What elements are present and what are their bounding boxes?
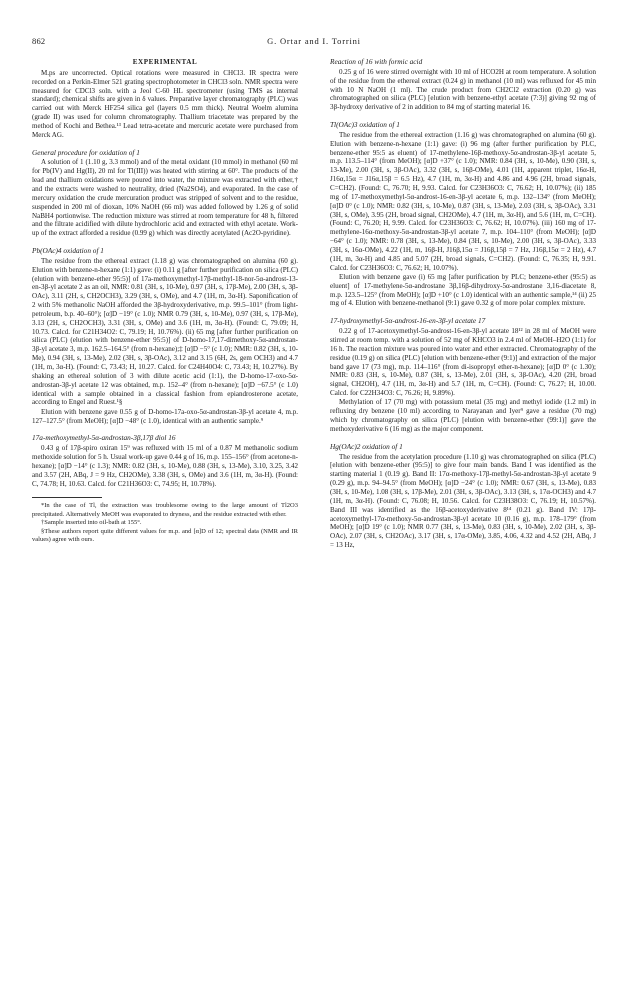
hydroxymethyl-paragraph-2: Methylation of 17 (70 mg) with potassium metal (35 mg) and methyl iodide (1.2 ml) in refluxing dry benzene (10 ml) according to Narayanan and Iyer⁹ gave a residue (70 mg) which by chromatography on silica (PLC) [elution with benzene-ether (99:1)] gave the methoxyderivative 6 (16 mg) as the major component.: [330, 398, 596, 433]
footnote: *In the case of Tl, the extraction was troublesome owing to the large amount of Tl2O3 precipitated. Alternatively MeOH was evaporated to dryness, and the residue extracted with ether.: [32, 502, 298, 518]
pb-oxidation-heading: Pb(OAc)4 oxidation of 1: [32, 246, 104, 256]
formic-acid-heading: Reaction of 16 with formic acid: [330, 57, 423, 66]
page-header: [32, 36, 596, 50]
hg-oxidation-paragraph: The residue from the acetylation procedure (1.10 g) was chromatographed on silica (PLC) [elution with benzene-ether (95:5)] to give four main bands. Band I was identified as the starting material 1 (0.19 g). Band II: 17α-methoxy-17β-methyl-5α-androstan-3β-yl acetate 9 (0.29 g), m.p. 94–94.5° (from MeOH); [α]D −24° (c 1.0); NMR: 0.67 (3H, s, 13-Me), 0.83 (3H, s, 10-Me), 1.08 (3H, s, 17β-Me), 2.01 (3H, s, 3β-OAc), 3.13 (3H, s, 17α-OCH3) and 4.7 (1H, m, 3α-H). (Found: C, 76.08; H, 10.56. Calcd. for C23H38O3: C, 76.19; H, 10.57%). Band III was identified as the 16β-acetoxyderivative 8¹⁴ (0.21 g). Band IV: 17β-acetoxymethyl-17α-methoxy-5α-androstan-3β-yl acetate 10 (0.16 g), m.p. 178–179° (from MeOH); [α]D 19° (c 1.0); NMR 0.77 (3H, s, 13-Me), 0.83 (3H, s, 10-Me), 2.02 (3H, s, 3β-OAc), 2.07 (3H, s, CH2OAc), 3.17 (3H, s, 17α-OMe), 3.85, 4.06, 4.32 and 4.52 (2H, ABq, J = 13 Hz,: [330, 452, 596, 550]
hydroxymethyl-paragraph-1: 0.22 g of 17-acetoxymethyl-5α-androst-16-en-3β-yl acetate 18¹² in 28 ml of MeOH were stirred at room temp. with a solution of 52 mg of KHCO3 in 2.4 ml of MeOH–H2O (1:1) for 16 h. The reaction mixture was poured into water and ether extracted. Chromatography of the residue (0.19 g) on silica (PLC) [elution with benzene-ether (9:1)] and extraction of the major band gave 17 (73 mg), m.p. 114–116° (from di-isopropyl ether-n-hexane); [α]D 0° (c 1.30); NMR: 0.83 (3H, s, 10-Me), 0.87 (3H, s, 13-Me), 2.01 (3H, s, 3β-OAc), 4.20 (2H, broad signal, CH2OH), 4.7 (1H, m, 3α-H) and 5.7 (1H, m, C=CH). (Found: C, 76.27; H, 10.00. Calcd. for C22H34O3: C, 76.26; H, 9.89%).: [330, 327, 596, 398]
diol-heading: 17a-methoxymethyl-5α-androstan-3β,17β diol 16: [32, 433, 176, 443]
formic-acid-paragraph: 0.25 g of 16 were stirred overnight with 10 ml of HCO2H at room temperature. A solution of the residue from the ethereal extract (0.24 g) in methanol (10 ml) was refluxed for 45 min with 10 N NaOH (1 ml). The crude product from CH2Cl2 extraction (0.20 g) was chromatographed on silica (PLC) [elution with benzene-ethyl acetate (7:3)] giving 92 mg of 3β-hydroxy derivative of 2 in addition to 84 mg of starting material 16.: [330, 67, 596, 112]
pb-oxidation-paragraph-1: The residue from the ethereal extract (1.18 g) was chromatographed on alumina (60 g). Elution with benzene-n-hexane (1:1) gave: (i) 0.11 g [after further purification on silica (PLC) (elution with benzene-ether 95:5)] of 17a-methoxymethyl-17β-methyl-18-nor-5α-androst-13-en-3β-yl acetate 2 as an oil, NMR: 0.81 (3H, s, 10-Me), 0.97 (3H, s, 17β-Me), 2.00 (3H, s, 3β-OAc), 3.11 (2H, s, CH2OCH3), 3.29 (3H, s, OMe), and 4.7 (1H, m, 3α-H). Saponification of 2 with 5% methanolic NaOH afforded the 3β-hydroxyderivative, m.p. 99.5–101° (from light-petroleum, b.p. 40–60°); [α]D −19° (c 1.0); NMR 0.79 (3H, s, 10-Me), 0.97 (3H, s, 17β-Me), 3.13 (2H, s, CH2OCH3), 3.31 (3H, s, OMe) and 3.6 (1H, m, 3α-H). (Found: C, 79.09; H, 10.73. Calcd. for C21H34O2: C, 79.19; H, 10.76%). (ii) 65 mg [after further purification on silica (PLC) (elution with benzene-ether 95:5)] of D-homo-17,17-dimethoxy-5α-androstan-3β-yl acetate 3, m.p. 162.5–164.5° (from n-hexane);‡ [α]D −5° (c 1.0); NMR: 0.82 (3H, s, 10-Me), 0.94 (3H, s, 13-Me), 2.02 (3H, s, 3β-OAc), 3.12 and 3.15 (6H, 2s, gem OCH3) and 4.7 (1H, m, 3α-H). (Found: C, 73.43; H, 10.27. Calcd. for C24H40O4: C, 73.43; H, 10.27%). By shaking an ethereal solution of 3 with dilute acetic acid (1:1), the D-homo-17-oxo-5α-androstan-3β-yl acetate 12 was obtained, m.p. 152–4° (from n-hexane); [α]D −67.5° (c 1.0) identical with a sample obtained in a classical fashion from epiandrosterone acetate, according to Engel and Ruest.¹§: [32, 256, 298, 407]
experimental-heading: EXPERIMENTAL: [132, 58, 198, 66]
left-column: [32, 58, 298, 545]
tl-oxidation-heading: Tl(OAc)3 oxidation of 1: [330, 120, 400, 130]
right-column: [330, 58, 596, 550]
footnote-rule: [32, 497, 102, 498]
pb-oxidation-paragraph-2: Elution with benzene gave 0.55 g of D-homo-17a-oxo-5α-androstan-3β-yl acetate 4, m.p. 127–127.5° (from MeOH); [α]D −48° (c 1.0), identical with an authentic sample.⁹: [32, 407, 298, 425]
running-head: G. Ortar and I. Torrini: [267, 36, 361, 46]
footnote: †Sample inserted into oil-bath at 155°.: [41, 519, 142, 527]
hg-oxidation-heading: Hg(OAc)2 oxidation of 1: [330, 441, 403, 451]
experimental-paragraph: M.ps are uncorrected. Optical rotations were measured in CHCl3. IR spectra were recorded on a Perkin-Elmer 521 grating spectrophotometer in CHCl3 soln. NMR spectra were measured for CDCl3 soln. with a Jeol C-60 HL spectrometer (using TMS as internal standard); chemical shifts are given in δ values. Preparative layer chromatography (PLC) was carried out with Merck HF254 silica gel (layers 0.5 mm thick). Neutral Woelm alumina (grade II) was used for column chromatography. Thallium triacetate was prepared by the method of Kochi and Bethea.¹³ Lead tetra-acetate and mercuric acetate were purchased from Merck AG.: [32, 68, 298, 139]
diol-paragraph: 0.43 g of 17β-spiro oxiran 15⁹ was refluxed with 15 ml of a 0.87 M methanolic sodium methoxide solution for 5 h. Usual work-up gave 0.44 g of 16, m.p. 155–156° (from acetone-n-hexane); [α]D −14° (c 1.3); NMR: 0.82 (3H, s, 10-Me), 0.88 (3H, s, 13-Me), 3.10, 3.25, 3.42 and 3.57 (2H, ABq, J = 9 Hz, CH2OMe), 3.38 (3H, s, OMe) and 3.6 (1H, m, 3α-H). (Found: C, 74.78; H, 10.63. Calcd. for C21H36O3: C, 74.95; H, 10.78%).: [32, 444, 298, 488]
tl-oxidation-paragraph-2: Elution with benzene gave (i) 65 mg [after purification by PLC; benzene-ether (95:5) as eluent] of 17-methylene-5α-androstane 3β,16β-dihydroxy-5α-androstane 3,16-diacetate 8, m.p. 123.5–125° (from MeOH); [α]D +10° (c 1.0) identical with an authentic sample,¹⁴ (ii) 25 mg of 4. Elution with benzene-methanol (9:1) gave 0.32 g of more polar complex mixture.: [330, 272, 596, 308]
hydroxymethyl-heading: 17-hydroxymethyl-5α-androst-16-en-3β-yl acetate 17: [330, 316, 486, 326]
general-procedure-paragraph: A solution of 1 (1.10 g, 3.3 mmol) and of the metal oxidant (10 mmol) in methanol (60 ml for Pb(IV) and Hg(II), 20 ml for Tl(III)) was heated with stirring at 60°. The products of the lead and thallium oxidations were poured into water, the mixture was extracted with ether,† and the extracts were washed to neutrality, dried (Na2SO4), and evaporated. In the case of mercury oxidation the crude mercuration product was stripped of solvent and to the residue, suspended in 200 ml of dioxan, 10% NaOH (66 ml) was added followed by 1.26 g of solid NaBH4 portionwise. The reduction mixture was stirred at room temperature for 48 h, filtered and the filtrate acidified with dilute hydrochloric acid and extracted with ethyl acetate. Work-up of the extract afforded a residue (0.99 g) which was directly acetylated (Ac2O-pyridine).: [32, 158, 298, 238]
tl-oxidation-paragraph-1: The residue from the ethereal extraction (1.16 g) was chromatographed on alumina (60 g). Elution with benzene-n-hexane (1:1) gave: (i) 96 mg (after further purification by PLC, benzene-ether 95:5 as eluent) of 17-methylene-16β-methoxy-5α-androstan-3β-yl acetate 5, m.p. 113.5–114° (from MeOH); [α]D +37° (c 1.0); NMR: 0.84 (3H, s, 10-Me), 0.90 (3H, s, 13-Me), 2.00 (3H, s, 3β-OAc), 3.32 (3H, s, 16β-OMe), 4.01 (1H, apparent triplet, 16α-H, J16α,15α = J16α,15β = 6.5 Hz), 4.7 (1H, m, 3α-H) and 4.86 and 4.96 (2H, broad signals, C=CH2). (Found: C, 76.70; H, 9.93. Calcd. for C23H36O3: C, 76.62; H, 10.07%); (ii) 185 mg of 17-methoxymethyl-5α-androst-16-en-3β-yl acetate 6, m.p. 132–134° (from MeOH); [α]D 0° (c 1.0); NMR: 0.82 (3H, s, 10-Me), 0.87 (3H, s, 13-Me), 2.03 (3H, s, 3β-OAc), 3.31 (3H, s, OMe), 3.95 (2H, broad signal, CH2OMe), 4.7 (1H, m, 3α-H), and 5.6 (1H, m, C=CH). (Found: C, 76.20; H, 9.99. Calcd. for C23H36O3: C, 76.62; H, 10.07%). (iii) 160 mg of 17-methylene-16α-methoxy-5α-androstan-3β-yl acetate 7, m.p. 104–110° (from MeOH); [α]D −64° (c 1.0); NMR: 0.78 (3H, s, 13-Me), 0.84 (3H, s, 10-Me), 2.00 (3H, s, 3β-OAc), 3.33 (3H, s, 16α-OMe), 4.22 (1H, m, 16β-H, J16β,15α = J16β,15β = 7 Hz, J16β,15α = 2 Hz), 4.7 (1H, m, 3α-H) and 4.85 and 5.07 (2H, broad signals, C=CH2). (Found: C, 76.35; H, 9.91. Calcd. for C23H36O3: C, 76.62; H, 10.07%).: [330, 130, 596, 272]
page-number: 862: [32, 36, 46, 46]
general-procedure-heading: General procedure for oxidation of 1: [32, 147, 140, 157]
footnote: §These authors report quite different values for m.p. and [α]D of 12; spectral data (NMR and IR values) agree with ours.: [32, 528, 298, 544]
